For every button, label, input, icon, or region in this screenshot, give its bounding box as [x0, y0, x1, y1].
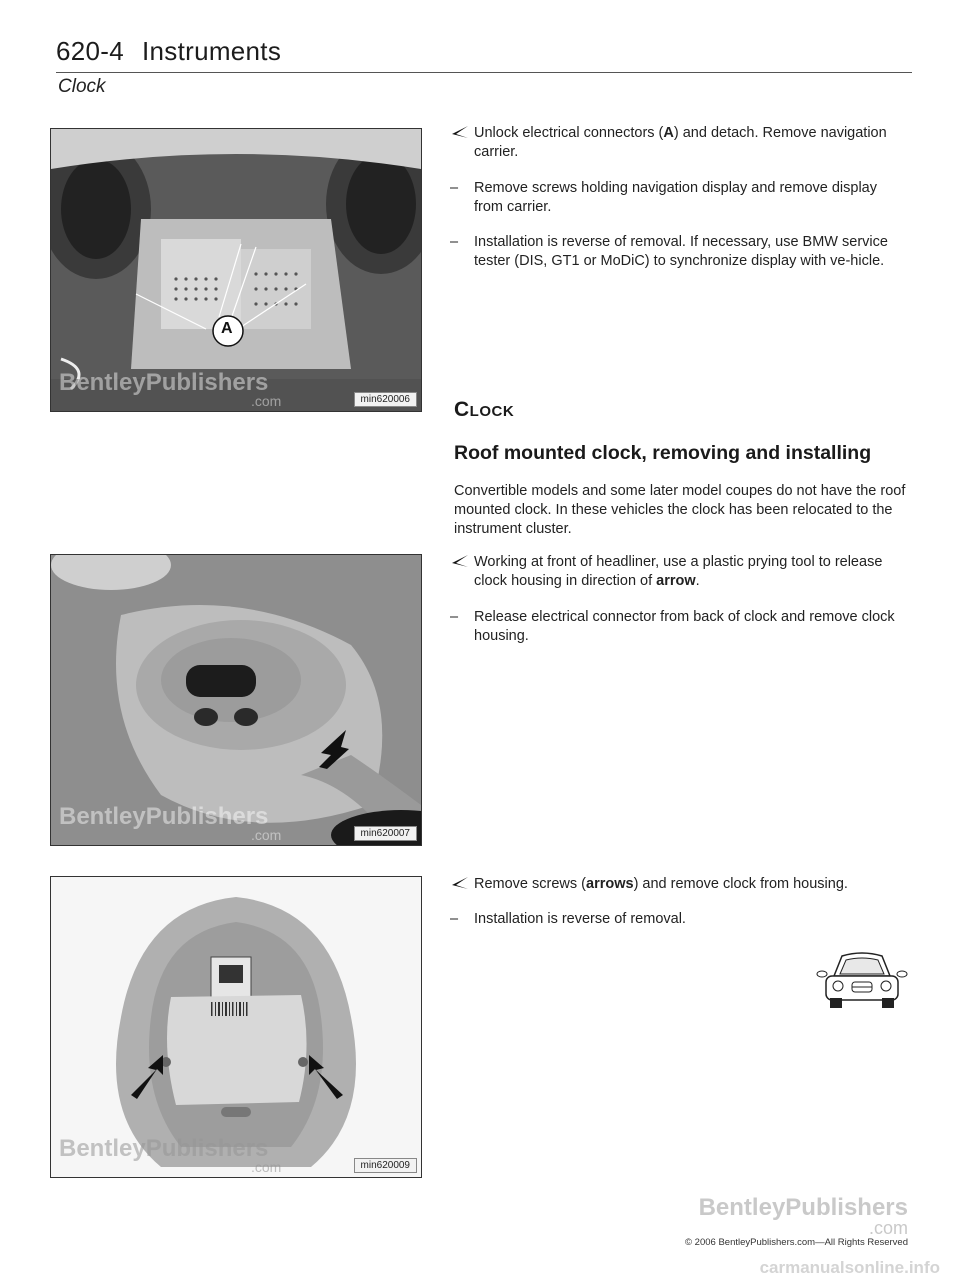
dash-bullet: –: [450, 911, 459, 927]
chapter-title: Instruments: [142, 36, 282, 66]
photo-watermark: BentleyPublishers: [59, 1135, 269, 1162]
step-text: Remove screws holding navigation display and remove display from carrier.: [474, 180, 877, 215]
footer-brand-suffix: .com: [868, 1218, 908, 1238]
photo-clock-housing: [50, 554, 422, 846]
page-header: [56, 36, 912, 97]
dash-bullet: –: [450, 180, 459, 196]
step-text: Installation is reverse of removal. If necessary, use BMW service tester (DIS, GT1 or MoDiC) to synchronize display with ve-hicle.: [474, 234, 888, 269]
photo-watermark: BentleyPublishers: [59, 369, 269, 396]
photo-watermark-suffix: .com: [251, 1159, 282, 1175]
pointer-arrow-icon: [450, 875, 470, 897]
callout-a-label: A: [221, 320, 233, 337]
page-number: 620-4: [56, 36, 124, 66]
subheading-roof-clock: Roof mounted clock, removing and installing: [454, 442, 872, 464]
photo-watermark-suffix: .com: [251, 827, 282, 843]
step-text: Remove screws (arrows) and remove clock from housing.: [474, 876, 848, 892]
step-release-connector: [450, 608, 910, 646]
step-remove-screws-clock: [450, 875, 910, 894]
site-watermark: carmanualsonline.info: [759, 1258, 940, 1277]
step-installation-reverse-2: [450, 910, 910, 929]
pointer-arrow-icon: [450, 553, 470, 575]
step-remove-screws-display: [450, 179, 910, 217]
header-rule: [56, 72, 912, 73]
clock-screws-illustration: [51, 877, 421, 1177]
footer-brand: BentleyPublishers: [698, 1194, 908, 1221]
clock-housing-illustration: [51, 555, 421, 845]
step-unlock-connectors: [450, 124, 910, 162]
photo-navigation-carrier: [50, 128, 422, 412]
step-installation-reverse: [450, 233, 910, 271]
photo-caption: min620006: [354, 392, 417, 407]
photo-clock-screws: [50, 876, 422, 1178]
mini-car-icon: [816, 948, 908, 1019]
photo-watermark: BentleyPublishers: [59, 803, 269, 830]
section-heading-clock: Clock: [454, 398, 515, 421]
photo-caption: min620009: [354, 1158, 417, 1173]
section-label: Clock: [58, 76, 106, 97]
step-text: Installation is reverse of removal.: [474, 911, 686, 927]
step-text: Release electrical connector from back of clock and remove clock housing.: [474, 609, 895, 644]
step-text: Working at front of headliner, use a plastic prying tool to release clock housing in direction of arrow.: [474, 554, 883, 589]
photo-watermark-suffix: .com: [251, 393, 282, 409]
step-release-housing: [450, 553, 910, 591]
footer-copyright: © 2006 BentleyPublishers.com—All Rights Reserved: [685, 1237, 908, 1248]
photo-caption: min620007: [354, 826, 417, 841]
dash-bullet: –: [450, 609, 459, 625]
step-text: Unlock electrical connectors (A) and detach. Remove navigation carrier.: [474, 125, 887, 160]
page-title: [56, 36, 912, 67]
pointer-arrow-icon: [450, 124, 470, 146]
dash-bullet: –: [450, 234, 459, 250]
clock-intro-paragraph: Convertible models and some later model coupes do not have the roof mounted clock. In these vehicles the clock has been relocated to the instrument cluster.: [454, 483, 906, 537]
